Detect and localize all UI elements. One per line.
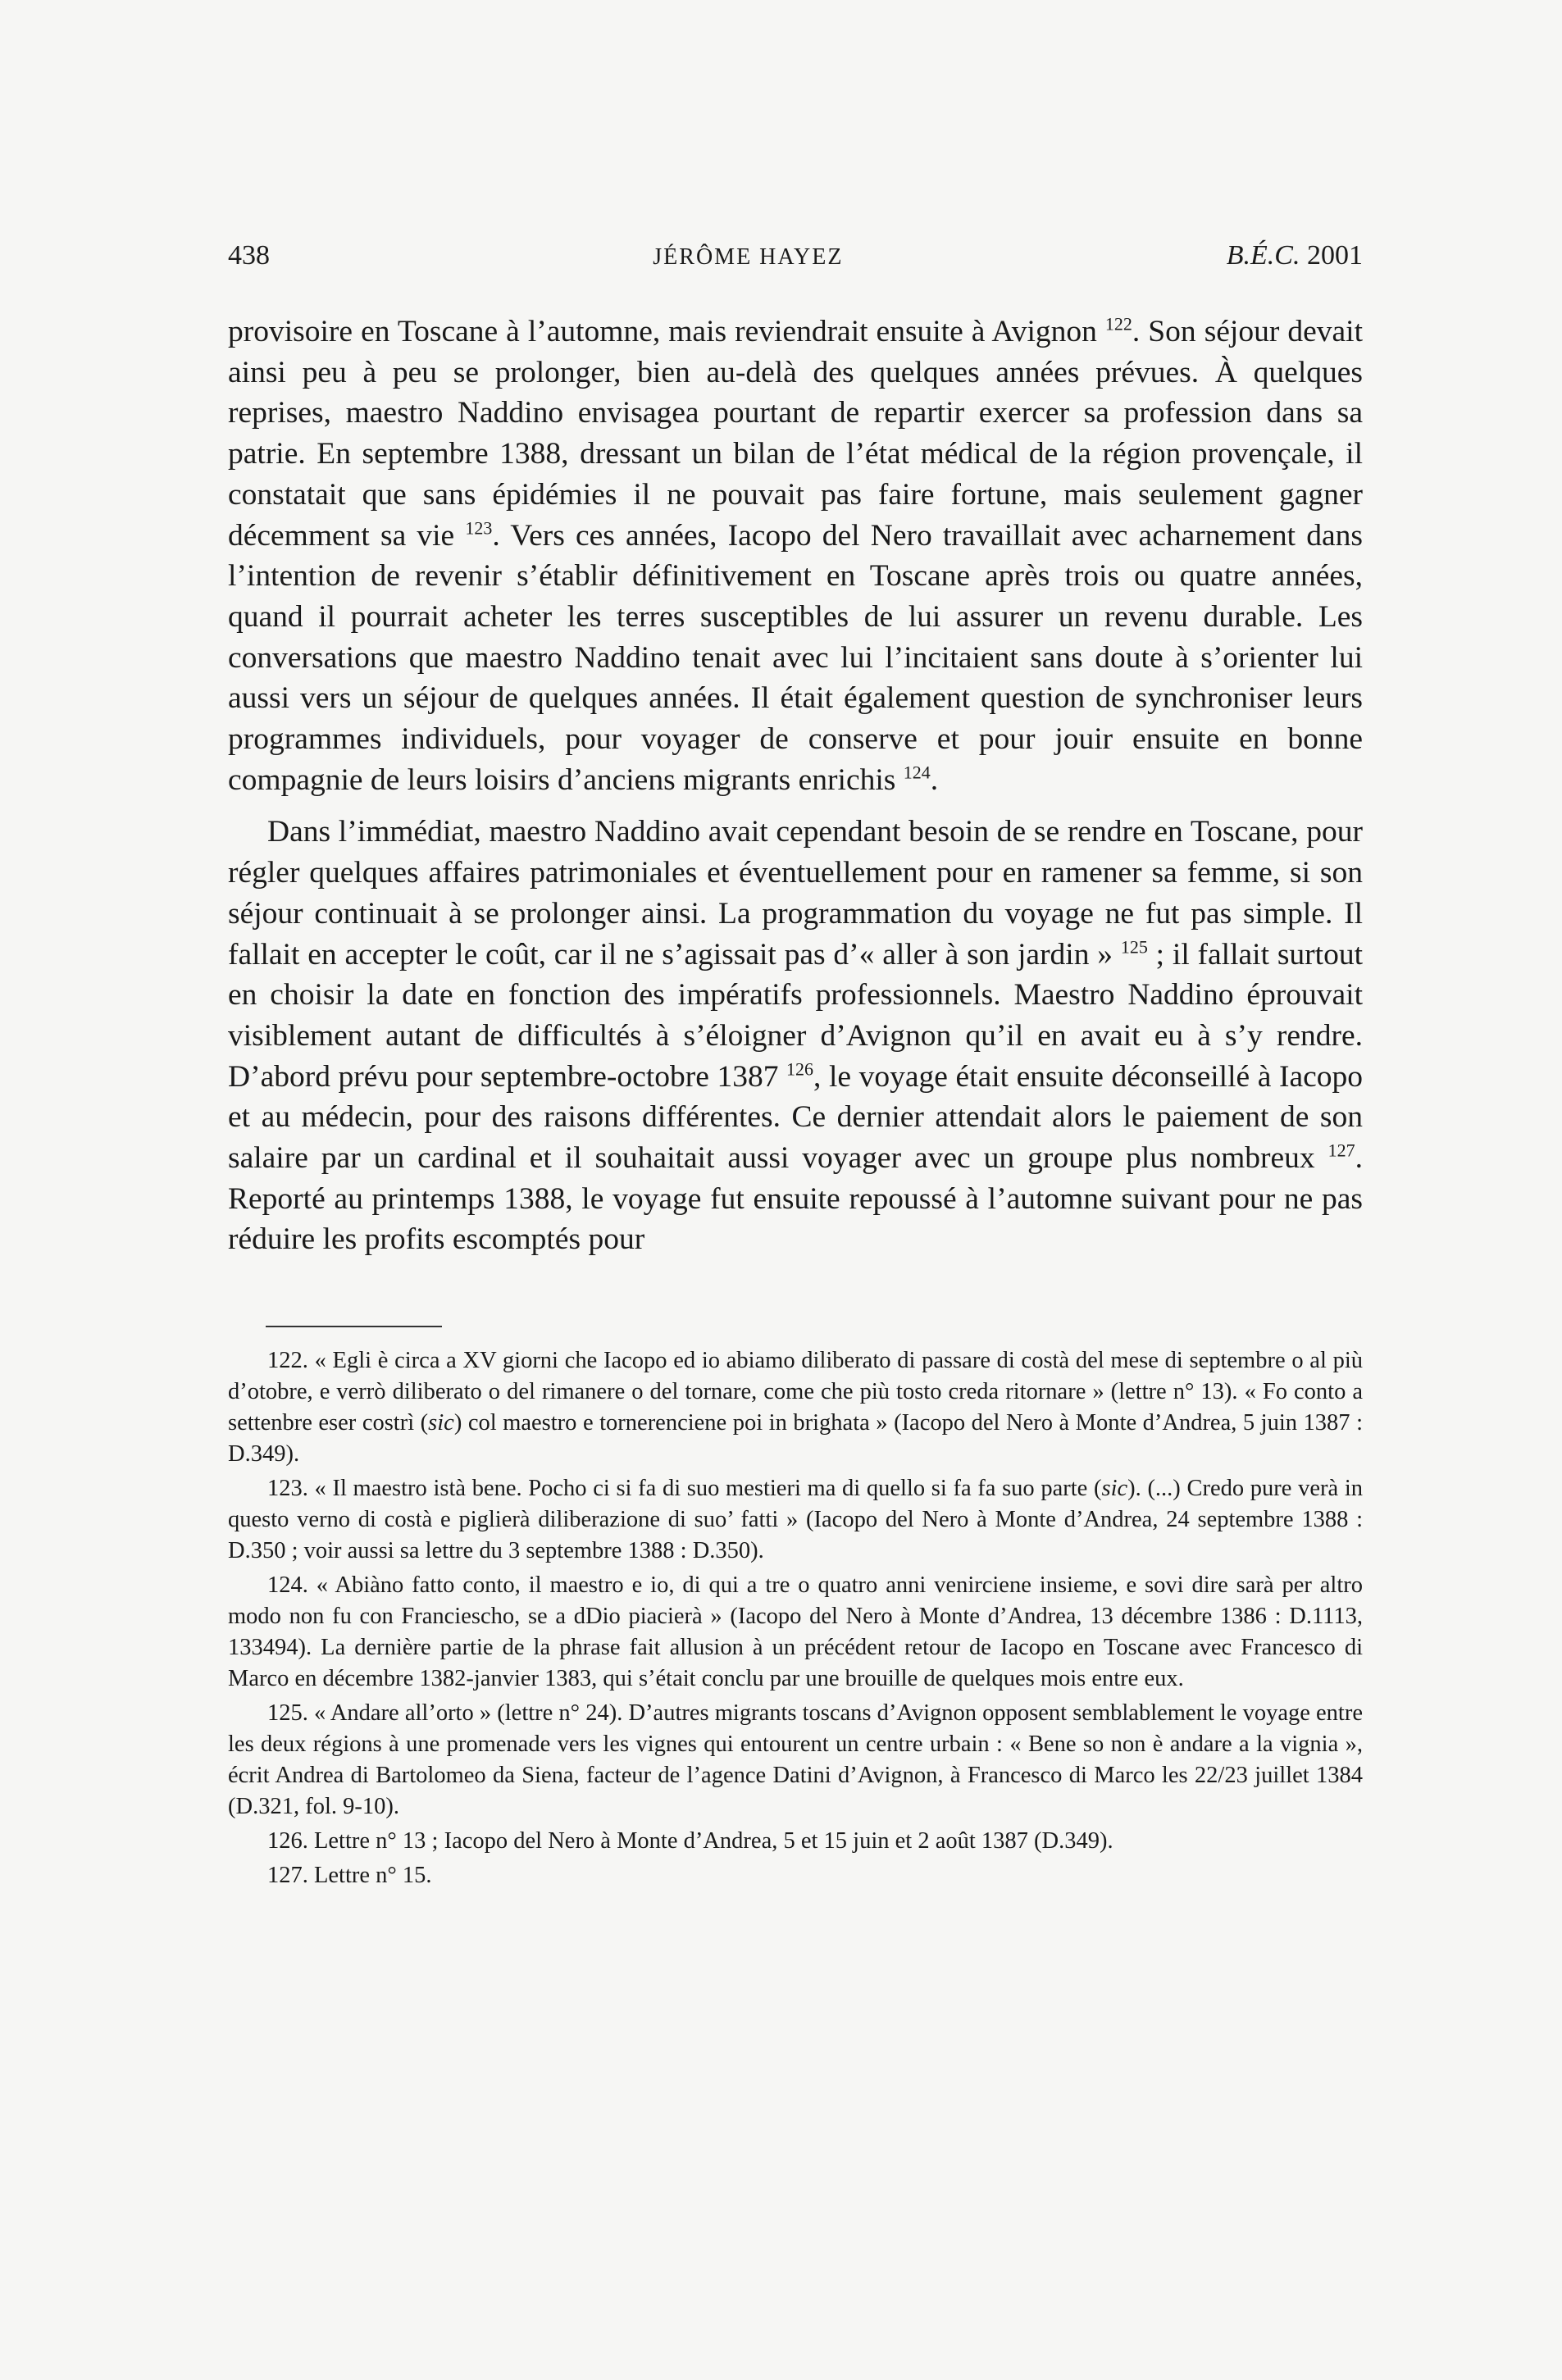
text: 122. « Egli è circa a XV giorni che Iacopo ed io abiamo diliberato di passare di costà del mese di septembre o al più d’otobre, e verrò diliberato o del rimanere o del tornare, come che più tosto creda ritornare » (lettre n° 13). « Fo conto a settenbre eser costrì ( [228, 1348, 1363, 1436]
text: Dans l’immédiat, maestro Naddino avait cependant besoin de se rendre en Toscane, pour régler quelques affaires patrimoniales et éventuellement pour en ramener sa femme, si son séjour continuait à se prolonger ainsi. La programmation du voyage ne fut pas simple. Il fallait en accepter le coût, car il ne s’agissait pas d’« aller à son jardin » [228, 815, 1363, 972]
running-header [228, 238, 1363, 274]
footnotes [228, 1345, 1363, 1891]
journal-year: 2001 [1306, 240, 1363, 271]
text: 123. « Il maestro istà bene. Pocho ci si fa di suo mestieri ma di quello si fa fa suo parte ( [267, 1476, 1102, 1502]
footnote-ref[interactable]: 123 [465, 517, 493, 539]
footnote-124: 124. « Abiàno fatto conto, il maestro e io, di qui a tre o quatro anni venirciene insieme, e sovi dire sarà per altro modo non fu con Franciescho, se a dDio piacierà » (Iacopo del Nero à Monte d’Andrea, 13 décembre 1386 : D.1113, 133494). La dernière partie de la phrase fait allusion à un précédent retour de Iacopo en Toscane avec Francesco di Marco en décembre 1382-janvier 1383, qui s’était conclu par une brouille de quelques mois entre eux. [228, 1572, 1363, 1692]
text: . [930, 762, 939, 797]
footnote-divider [266, 1326, 442, 1327]
paragraph-1 [228, 312, 1363, 800]
text: . Reporté au printemps 1388, le voyage fut ensuite repoussé à l’automne suivant pour ne pas réduire les profits escomptés pour [228, 1141, 1363, 1257]
footnote-126: 126. Lettre n° 13 ; Iacopo del Nero à Monte d’Andrea, 5 et 15 juin et 2 août 1387 (D.349). [267, 1828, 1113, 1854]
text: sic [1101, 1476, 1128, 1502]
footnote-127: 127. Lettre n° 15. [267, 1863, 432, 1889]
text: provisoire en Toscane à l’automne, mais reviendrait ensuite à Avignon [228, 315, 1105, 348]
footnote-125: 125. « Andare all’orto » (lettre n° 24). D’autres migrants toscans d’Avignon opposent semblablement le voyage entre les deux régions à une promenade vers les vignes qui entourent un centre urbain : « Bene so non è andare a la vignia », écrit Andrea di Bartolomeo da Siena, facteur de l’agence Datini d’Avignon, à Francesco di Marco les 22/23 juillet 1384 (D.321, fol. 9-10). [228, 1700, 1363, 1820]
footnote-122 [228, 1345, 1363, 1470]
footnote-ref[interactable]: 127 [1327, 1140, 1355, 1161]
text: sic [428, 1410, 454, 1436]
main-text [228, 312, 1363, 1260]
journal-abbrev: B.É.C. [1226, 240, 1300, 271]
running-author: JÉRÔME HAYEZ [653, 244, 844, 270]
footnote-ref[interactable]: 126 [786, 1058, 814, 1080]
text: ; il fallait surtout en choisir la date en fonction des impératifs professionnels. Maestro Naddino éprouvait visiblement autant de difficultés à s’éloigner d’Avignon qu’il en avait eu à s’y rendre. D’abord prévu pour septembre-octobre 1387 [228, 937, 1363, 1094]
text: . Vers ces années, Iacopo del Nero travaillait avec acharnement dans l’intention de revenir s’établir définitivement en Toscane après trois ou quatre années, quand il pourrait acheter les terres susceptibles de lui assurer un revenu durable. Les conversations que maestro Naddino tenait avec lui l’incitaient sans doute à s’orienter lui aussi vers un séjour de quelques années. Il était également question de synchroniser leurs programmes individuels, pour voyager de conserve et pour jouir ensuite en bonne compagnie de leurs loisirs d’anciens migrants enrichis [228, 518, 1363, 797]
journal-ref [1227, 238, 1363, 274]
text: ). (...) Credo pure verà in questo verno di costà e piglierà diliberazione di suo’ fatti » (Iacopo del Nero à Monte d’Andrea, 24 septembre 1388 : D.350 ; voir aussi sa lettre du 3 septembre 1388 : D.350). [228, 1476, 1363, 1564]
footnote-ref[interactable]: 122 [1104, 313, 1132, 334]
page-number: 438 [228, 240, 270, 271]
footnote-ref[interactable]: 124 [903, 762, 931, 783]
text: , le voyage était ensuite déconseillé à Iacopo et au médecin, pour des raisons différentes. Ce dernier attendait alors le paiement de son salaire par un cardinal et il souhaitait aussi voyager avec un groupe plus nombreux [228, 1059, 1363, 1176]
footnote-123 [228, 1473, 1363, 1567]
paragraph-2 [228, 812, 1363, 1260]
footnote-ref[interactable]: 125 [1120, 936, 1148, 958]
text: ) col maestro e tornerenciene poi in brighata » (Iacopo del Nero à Monte d’Andrea, 5 juin 1387 : D.349). [228, 1410, 1363, 1468]
text: . Son séjour devait ainsi peu à peu se prolonger, bien au-delà des quelques années prévues. À quelques reprises, maestro Naddino envisagea pourtant de repartir exercer sa profession dans sa patrie. En septembre 1388, dressant un bilan de l’état médical de la région provençale, il constatait que sans épidémies il ne pouvait pas faire fortune, mais seulement gagner décemment sa vie [228, 315, 1363, 553]
